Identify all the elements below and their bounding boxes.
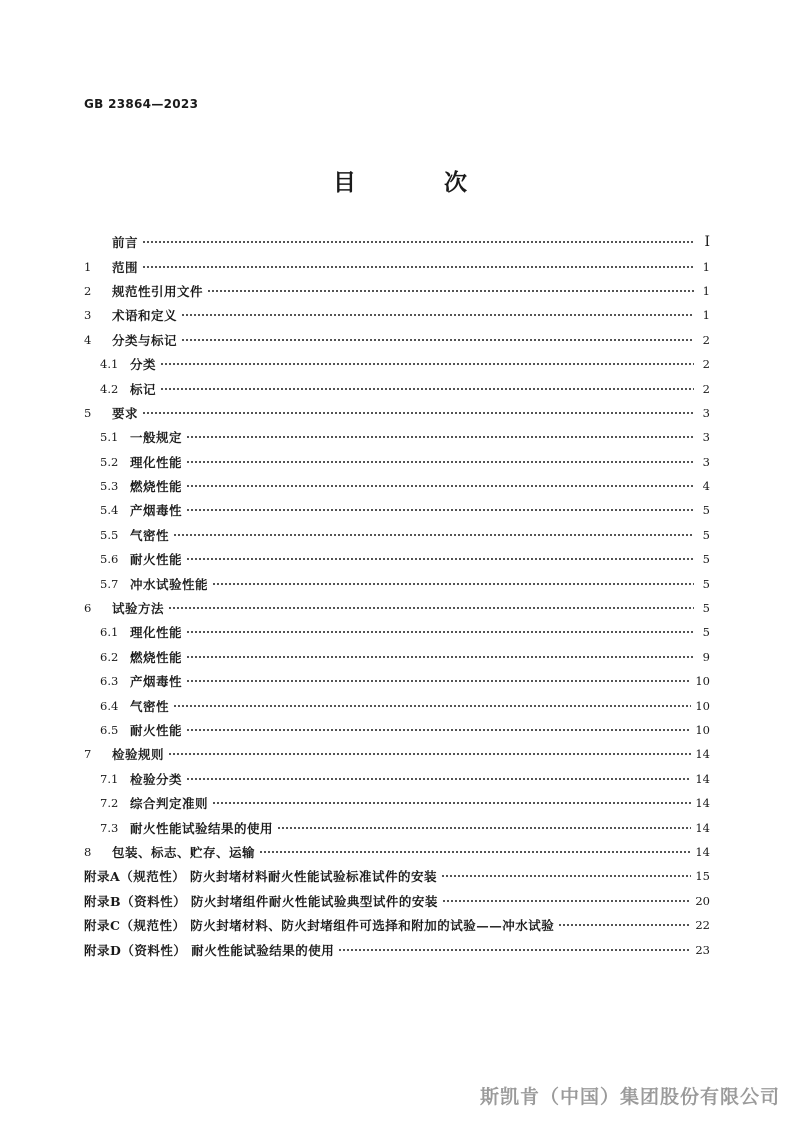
dot-leader <box>168 748 691 760</box>
toc-appendix-entry[interactable] <box>84 937 710 961</box>
dot-leader <box>207 285 694 297</box>
toc-entry[interactable] <box>84 840 710 864</box>
toc-entry-page: 2 <box>702 332 710 347</box>
toc-entry-page: 10 <box>695 723 710 737</box>
toc-entry-page: 5 <box>702 601 710 616</box>
toc-entry-number: 6.5 <box>100 723 119 737</box>
toc-entry-number: 5.2 <box>100 454 119 469</box>
toc-entry-title: 附录A（规范性） 防火封堵材料耐火性能试验标准试件的安装 <box>84 869 438 885</box>
toc-entry-page: 5 <box>702 552 710 567</box>
toc-entry-number: 7 <box>84 747 92 762</box>
toc-entry[interactable] <box>84 693 710 717</box>
dot-leader <box>212 797 691 809</box>
toc-entry[interactable] <box>84 547 710 571</box>
toc-entry-title: 耐火性能 <box>130 723 183 738</box>
toc-entry-page: 2 <box>702 381 710 396</box>
toc-entry-number: 5.6 <box>100 552 119 567</box>
toc-entry-title: 耐火性能试验结果的使用 <box>130 820 274 836</box>
toc-entry[interactable] <box>84 815 710 839</box>
toc-appendix-entry[interactable] <box>84 913 710 937</box>
toc-entry-number: 6.3 <box>100 674 119 689</box>
toc-entry-number: 5.7 <box>100 576 119 591</box>
toc-entry-page: 4 <box>702 479 710 494</box>
toc-entry-page: 1 <box>702 259 710 274</box>
dot-leader <box>441 870 691 882</box>
toc-entry[interactable] <box>84 376 710 400</box>
dot-leader <box>259 846 691 858</box>
dot-leader <box>186 651 694 663</box>
toc-entry-title: 气密性 <box>130 698 170 714</box>
toc-entry-title: 耐火性能 <box>130 552 183 568</box>
toc-entry-title: 范围 <box>112 259 139 275</box>
dot-leader <box>142 261 694 273</box>
toc-entry-number: 6.1 <box>100 625 119 640</box>
toc-entry-page: 23 <box>695 942 710 957</box>
toc-entry-number: 5.3 <box>100 479 119 494</box>
toc-entry[interactable] <box>84 498 710 522</box>
company-watermark: 斯凯肯（中国）集团股份有限公司 <box>479 1086 780 1108</box>
toc-entry-page: 3 <box>702 454 710 469</box>
dot-leader <box>160 358 694 370</box>
toc-entry-number: 5.4 <box>100 503 119 518</box>
toc-entry-page: 15 <box>695 869 710 884</box>
dot-leader <box>186 456 694 468</box>
toc-entry-title: 检验规则 <box>112 747 165 763</box>
toc-entry-title: 产烟毒性 <box>130 674 183 690</box>
toc-entry-title: 分类与标记 <box>112 332 178 348</box>
dot-leader <box>186 773 691 785</box>
toc-entry[interactable] <box>84 596 710 620</box>
toc-entry[interactable] <box>84 352 710 376</box>
dot-leader <box>186 724 691 736</box>
toc-entry[interactable] <box>84 303 710 327</box>
toc-entry-number: 6.4 <box>100 698 119 713</box>
dot-leader <box>181 334 694 346</box>
dot-leader <box>181 309 694 321</box>
dot-leader <box>558 919 691 931</box>
toc-entry-title: 规范性引用文件 <box>112 283 204 299</box>
toc-entry-title: 前言 <box>112 235 139 251</box>
toc-entry-number: 8 <box>84 844 92 859</box>
toc-entry-number: 3 <box>84 308 92 323</box>
toc-entry[interactable] <box>84 450 710 474</box>
toc-entry[interactable] <box>84 742 710 766</box>
toc-entry-title: 气密性 <box>130 527 170 543</box>
dot-leader <box>186 480 694 492</box>
dot-leader <box>160 383 694 395</box>
toc-entry-title: 理化性能 <box>130 454 183 470</box>
toc-entry-page: 1 <box>702 283 710 298</box>
toc-entry-title: 冲水试验性能 <box>130 576 209 592</box>
toc-entry-page: 5 <box>702 527 710 542</box>
dot-leader <box>173 700 691 712</box>
toc-entry-page: 2 <box>702 357 710 372</box>
toc-entry-number: 2 <box>84 283 92 298</box>
dot-leader <box>142 407 694 419</box>
toc-entry[interactable] <box>84 474 710 498</box>
dot-leader <box>186 553 694 565</box>
dot-leader <box>173 529 694 541</box>
toc-entry-title: 综合判定准则 <box>130 796 209 812</box>
toc-entry-title: 包装、标志、贮存、运输 <box>112 844 256 860</box>
dot-leader <box>186 431 694 443</box>
toc-entry-number: 7.1 <box>100 771 119 786</box>
toc-entry-number: 5.1 <box>100 430 119 445</box>
toc-entry-title: 一般规定 <box>130 430 183 446</box>
toc-entry[interactable] <box>84 669 710 693</box>
toc-entry-number: 7.2 <box>100 796 119 811</box>
toc-appendix-entry[interactable] <box>84 864 710 888</box>
toc-entry-page: 14 <box>695 844 710 859</box>
toc-entry[interactable] <box>84 767 710 791</box>
dot-leader <box>186 504 694 516</box>
toc-entry-title: 标记 <box>130 381 157 397</box>
toc-entry-page: 14 <box>695 747 710 762</box>
toc-entry-page: 14 <box>695 796 710 811</box>
toc-entry-title: 产烟毒性 <box>130 503 183 519</box>
toc-entry-number: 7.3 <box>100 820 119 835</box>
dot-leader <box>186 675 691 687</box>
toc-entry[interactable] <box>84 279 710 303</box>
toc-entry-page: 14 <box>695 820 710 835</box>
toc-entry-number: 6 <box>84 601 92 616</box>
toc-entry[interactable] <box>84 571 710 595</box>
toc-entry-number: 4.1 <box>100 357 119 372</box>
toc-entry[interactable] <box>84 401 710 425</box>
toc-entry-title: 术语和定义 <box>112 308 178 324</box>
toc-entry-page: 22 <box>695 918 710 933</box>
toc-entry[interactable] <box>84 791 710 815</box>
toc-entry-title: 燃烧性能 <box>130 479 183 495</box>
toc-entry[interactable] <box>84 230 710 254</box>
toc-entry-number: 5.5 <box>100 527 119 542</box>
dot-leader <box>442 895 691 907</box>
toc-entry-page: 1 <box>702 308 710 323</box>
standard-code: GB 23864—2023 <box>84 97 199 111</box>
table-of-contents <box>84 230 710 962</box>
toc-appendix-entry[interactable] <box>84 889 710 913</box>
dot-leader <box>212 578 694 590</box>
dot-leader <box>168 602 694 614</box>
toc-entry-title: 检验分类 <box>130 771 183 787</box>
toc-entry-title: 附录D（资料性） 耐火性能试验结果的使用 <box>84 942 335 958</box>
toc-entry-title: 燃烧性能 <box>130 649 183 665</box>
toc-entry-page: Ⅰ <box>704 234 710 251</box>
toc-entry-page: 5 <box>702 503 710 518</box>
toc-entry-page: 10 <box>695 698 710 713</box>
toc-entry[interactable] <box>84 254 710 278</box>
toc-entry-page: 3 <box>702 405 710 420</box>
toc-entry-title: 分类 <box>130 357 157 373</box>
toc-entry[interactable] <box>84 523 710 547</box>
toc-entry-title: 试验方法 <box>112 601 165 617</box>
dot-leader <box>142 236 694 248</box>
toc-entry-number: 1 <box>84 259 92 274</box>
toc-entry-page: 5 <box>702 625 710 640</box>
dot-leader <box>338 944 691 956</box>
dot-leader <box>186 626 694 638</box>
toc-entry-page: 14 <box>695 771 710 786</box>
toc-entry-title: 要求 <box>112 405 139 421</box>
toc-entry-number: 5 <box>84 405 92 420</box>
toc-entry-page: 20 <box>695 893 710 908</box>
toc-entry-title: 附录C（规范性） 防火封堵材料、防火封堵组件可选择和附加的试验——冲水试验 <box>84 918 555 934</box>
toc-entry[interactable] <box>84 620 710 644</box>
toc-title: 目 次 <box>332 170 507 196</box>
toc-entry-number: 4.2 <box>100 381 119 396</box>
toc-entry-number: 6.2 <box>100 649 119 664</box>
toc-entry-number: 4 <box>84 332 92 347</box>
toc-entry[interactable] <box>84 645 710 669</box>
toc-entry-title: 理化性能 <box>130 625 183 641</box>
toc-entry-title: 附录B（资料性） 防火封堵组件耐火性能试验典型试件的安装 <box>84 893 438 909</box>
toc-entry[interactable] <box>84 425 710 449</box>
toc-entry-page: 3 <box>702 430 710 445</box>
toc-entry-page: 10 <box>695 674 710 689</box>
toc-entry[interactable] <box>84 718 710 742</box>
toc-entry[interactable] <box>84 328 710 352</box>
dot-leader <box>277 822 691 834</box>
toc-entry-page: 5 <box>702 576 710 591</box>
toc-entry-page: 9 <box>702 649 710 664</box>
